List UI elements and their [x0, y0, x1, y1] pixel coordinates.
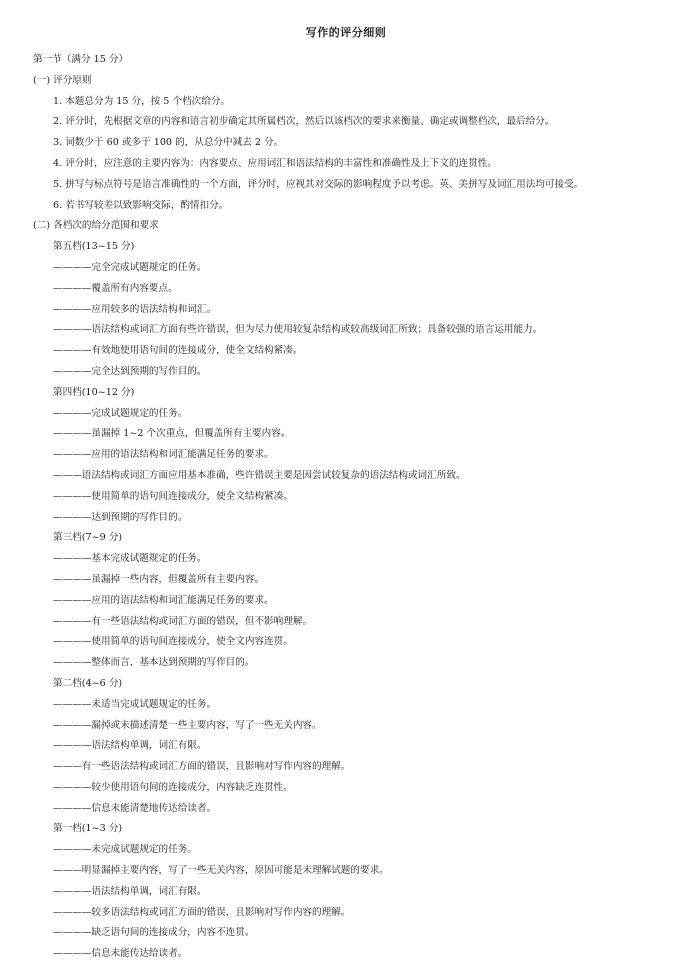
level-item: ————虽漏掉一些内容，但覆盖所有主要内容。 — [53, 573, 265, 585]
level-item: ————未适当完成试题规定的任务。 — [53, 698, 217, 710]
level-item: ————较多语法结构或词汇方面的错误，且影响对写作内容的理解。 — [53, 906, 351, 918]
principle-item: 1. 本题总分为 15 分，按 5 个档次给分。 — [53, 95, 231, 107]
level-item: ————语法结构或词汇方面有些许错误，但为尽力使用较复杂结构或较高级词汇所致；具备较强的语言运用能力。 — [53, 324, 543, 336]
document-body — [33, 50, 683, 965]
principle-item: 2. 评分时，先根据文章的内容和语言初步确定其所属档次，然后以该档次的要求来衡量、确定或调整档次，最后给分。 — [53, 116, 555, 128]
level-name: 第三档(7~9 分) — [53, 532, 123, 544]
level-item: ————应用的语法结构和词汇能满足任务的要求。 — [53, 449, 274, 461]
level-block — [33, 674, 683, 820]
level-block — [33, 819, 683, 965]
levels-heading: (二) 各档次的给分范围和要求 — [33, 220, 159, 232]
level-item: ————语法结构单调，词汇有限。 — [53, 885, 207, 897]
level-item: ————达到预期的写作目的。 — [53, 511, 188, 523]
level-item: ————应用较多的语法结构和词汇。 — [53, 303, 217, 315]
level-item: ———明显漏掉主要内容，写了一些无关内容，原因可能是未理解试题的要求。 — [53, 865, 389, 877]
level-name: 第四档(10~12 分) — [53, 386, 135, 398]
level-item: ————完全达到预期的写作目的。 — [53, 365, 207, 377]
level-item: ————较少使用语句间的连接成分，内容缺乏连贯性。 — [53, 781, 293, 793]
level-item: ————基本完成试题规定的任务。 — [53, 553, 207, 565]
principle-item: 4. 评分时，应注意的主要内容为：内容要点、应用词汇和语法结构的丰富性和准确性及上下文的连贯性。 — [53, 157, 497, 169]
level-item: ————完全完成试题规定的任务。 — [53, 261, 207, 273]
level-item: ————未完成试题规定的任务。 — [53, 844, 197, 856]
principles-heading: (一) 评分原则 — [33, 74, 92, 86]
section-heading: 第一节（满分 15 分） — [33, 54, 129, 65]
level-item: ————完成试题规定的任务。 — [53, 407, 188, 419]
level-block — [33, 383, 683, 529]
principles-list — [33, 92, 683, 217]
level-item: ————使用简单的语句间连接成分，使全文内容连贯。 — [53, 636, 293, 648]
level-item: ————整体而言，基本达到预期的写作目的。 — [53, 657, 255, 669]
principle-item: 5. 拼写与标点符号是语言准确性的一个方面，评分时，应视其对交际的影响程度予以考虑。英、美拼写及词汇用法均可接受。 — [53, 178, 584, 190]
level-item: ————信息未能清楚地传达给读者。 — [53, 802, 217, 814]
level-item: ————有一些语法结构或词汇方面的错误，但不影响理解。 — [53, 615, 313, 627]
level-item: ————缺乏语句间的连接成分，内容不连贯。 — [53, 927, 255, 939]
level-item: ———有一些语法结构或词汇方面的错误，且影响对写作内容的理解。 — [53, 761, 351, 773]
document-title: 写作的评分细则 — [305, 26, 387, 39]
level-item: ————信息未能传达给读者。 — [53, 948, 188, 960]
level-item: ———语法结构或词汇方面应用基本准确，些许错误主要是因尝试较复杂的语法结构或词汇所致。 — [53, 469, 466, 481]
level-item: ————应用的语法结构和词汇能满足任务的要求。 — [53, 594, 274, 606]
level-block — [33, 528, 683, 674]
level-item: ————虽漏掉 1~2 个次重点，但覆盖所有主要内容。 — [53, 428, 291, 440]
level-name: 第二档(4~6 分) — [53, 677, 123, 689]
level-block — [33, 237, 683, 383]
level-item: ————语法结构单调，词汇有限。 — [53, 740, 207, 752]
level-item: ————漏掉或未描述清楚一些主要内容，写了一些无关内容。 — [53, 719, 322, 731]
level-item: ————使用简单的语句间连接成分，使全文结构紧凑。 — [53, 490, 293, 502]
principle-item: 6. 若书写较差以致影响交际，酌情扣分。 — [53, 199, 229, 211]
level-name: 第五档(13~15 分) — [53, 241, 135, 253]
principle-item: 3. 词数少于 60 或多于 100 的，从总分中减去 2 分。 — [53, 137, 284, 149]
level-item: ————有效地使用语句间的连接成分，使全文结构紧凑。 — [53, 345, 303, 357]
level-name: 第一档(1~3 分) — [53, 823, 123, 835]
level-item: ————覆盖所有内容要点。 — [53, 282, 178, 294]
